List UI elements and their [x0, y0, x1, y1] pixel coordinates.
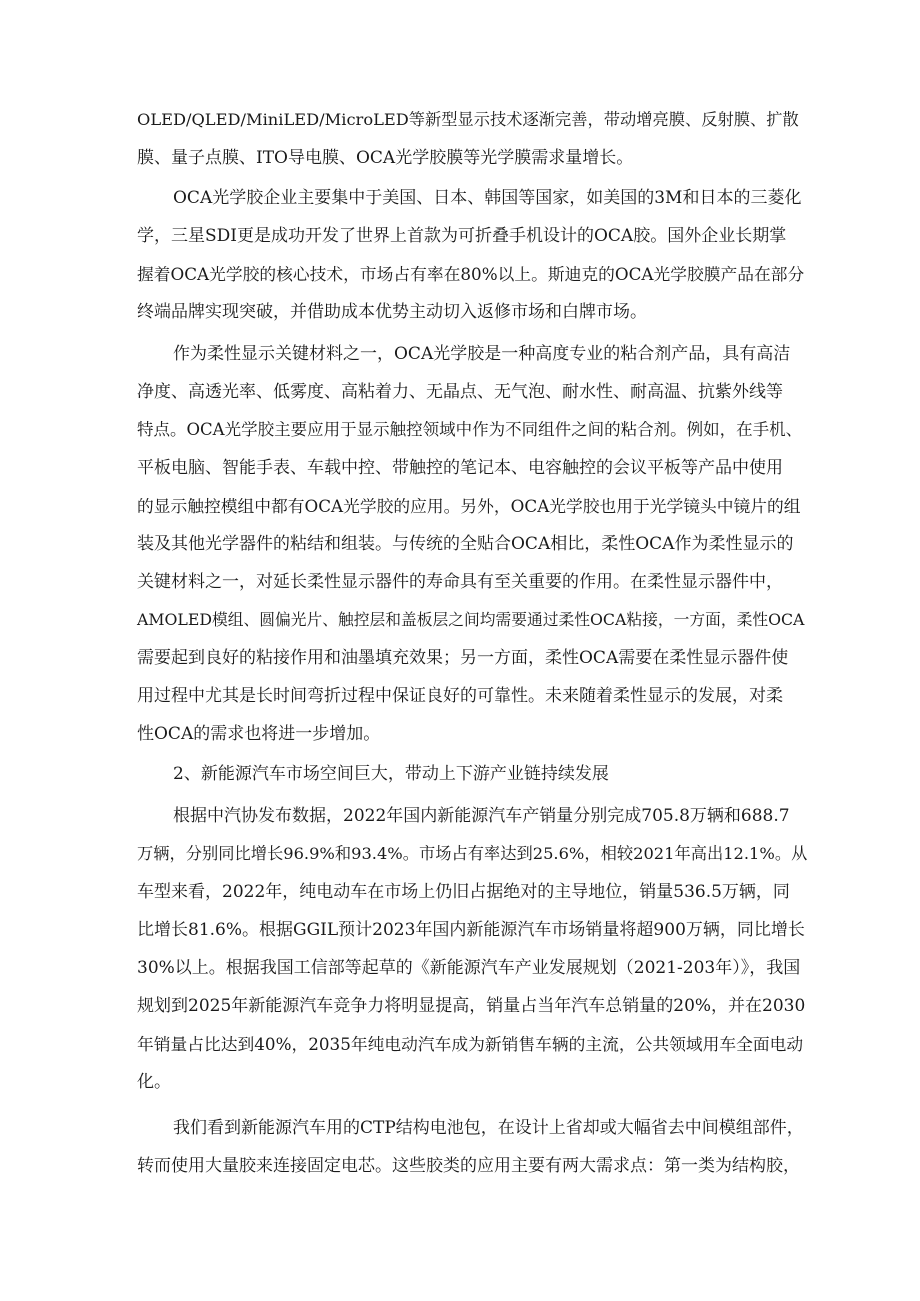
section-heading: 2、新能源汽车市场空间巨大，带动上下游产业链持续发展	[173, 764, 609, 784]
body-text-line: OLED/QLED/MiniLED/MicroLED等新型显示技术逐渐完善，带动增亮膜、反射膜、扩散	[137, 110, 799, 129]
body-text-line: 需要起到良好的粘接作用和油墨填充效果；另一方面，柔性OCA需要在柔性显示器件使	[137, 648, 789, 668]
body-text-line: 作为柔性显示关键材料之一，OCA光学胶是一种高度专业的粘合剂产品，具有高洁	[173, 344, 791, 364]
body-text-line: 规划到2025年新能源汽车竞争力将明显提高，销量占当年汽车总销量的20%，并在2030	[137, 996, 806, 1016]
body-text-line: 根据中汽协发布数据，2022年国内新能源汽车产销量分别完成705.8万辆和688.7	[173, 806, 790, 826]
body-text-line: 握着OCA光学胶的核心技术，市场占有率在80%以上。斯迪克的OCA光学胶膜产品在部分	[137, 264, 805, 284]
body-text-line: AMOLED模组、圆偏光片、触控层和盖板层之间均需要通过柔性OCA粘接，一方面，柔性OCA	[137, 610, 805, 629]
body-text-line: 30%以上。根据我国工信部等起草的《新能源汽车产业发展规划（2021-203年）》，我国	[137, 958, 801, 978]
body-text-line: 学，三星SDI更是成功开发了世界上首款为可折叠手机设计的OCA胶。国外企业长期掌	[137, 226, 787, 246]
body-text-line: 车型来看，2022年，纯电动车在市场上仍旧占据绝对的主导地位，销量536.5万辆，同	[137, 882, 790, 902]
body-text-line: 比增长81.6%。根据GGIL预计2023年国内新能源汽车市场销量将超900万辆，同比增长	[137, 920, 805, 940]
body-text-line: 终端品牌实现突破，并借助成本优势主动切入返修市场和白牌市场。	[137, 302, 647, 322]
body-text-line: 化。	[137, 1072, 171, 1092]
body-text-line: 的显示触控模组中都有OCA光学胶的应用。另外，OCA光学胶也用于光学镜头中镜片的组	[137, 496, 801, 516]
body-text-line: 装及其他光学器件的粘结和组装。与传统的全贴合OCA相比，柔性OCA作为柔性显示的	[137, 534, 794, 554]
body-text-line: 万辆，分别同比增长96.9%和93.4%。市场占有率达到25.6%，相较2021年高出12.1%。从	[137, 844, 808, 863]
body-text-line: 特点。OCA光学胶主要应用于显示触控领域中作为不同组件之间的粘合剂。例如，在手机、	[137, 420, 803, 439]
body-text-line: 净度、高透光率、低雾度、高粘着力、无晶点、无气泡、耐水性、耐高温、抗紫外线等	[137, 382, 783, 402]
body-text-line: 关键材料之一，对延长柔性显示器件的寿命具有至关重要的作用。在柔性显示器件中，	[137, 572, 783, 592]
body-text-line: 平板电脑、智能手表、车载中控、带触控的笔记本、电容触控的会议平板等产品中使用	[137, 458, 783, 478]
body-text-line: 膜、量子点膜、ITO导电膜、OCA光学胶膜等光学膜需求量增长。	[137, 148, 634, 168]
body-text-line: 我们看到新能源汽车用的CTP结构电池包，在设计上省却或大幅省去中间模组部件，	[173, 1118, 804, 1138]
body-text-line: 用过程中尤其是长时间弯折过程中保证良好的可靠性。未来随着柔性显示的发展，对柔	[137, 686, 783, 706]
body-text-line: 年销量占比达到40%，2035年纯电动汽车成为新销售车辆的主流，公共领域用车全面电动	[137, 1034, 804, 1054]
body-text-line: 转而使用大量胶来连接固定电芯。这些胶类的应用主要有两大需求点：第一类为结构胶，	[137, 1156, 800, 1176]
body-text-line: OCA光学胶企业主要集中于美国、日本、韩国等国家，如美国的3M和日本的三菱化	[173, 188, 802, 208]
body-text-line: 性OCA的需求也将进一步增加。	[137, 724, 381, 744]
